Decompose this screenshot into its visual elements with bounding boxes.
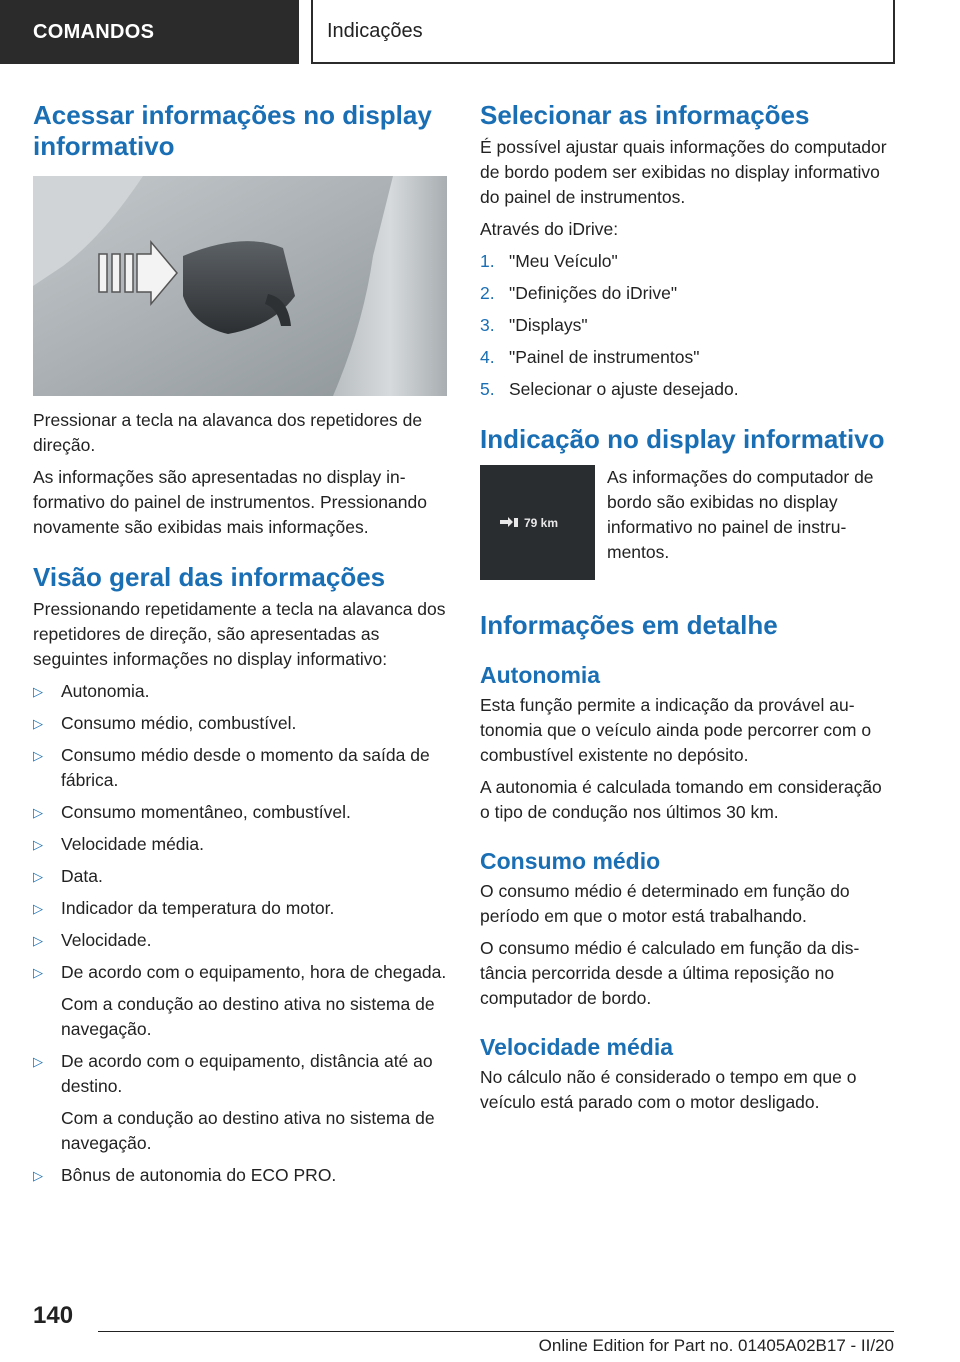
text-indication: As informações do computador de bordo são exibidas no display informativo no painel de instrumentos. xyxy=(607,467,874,562)
list-item xyxy=(33,743,447,793)
text-overview: Pressionando repetidamente a tecla na alavanca dos repetidores de direção, são apresentadas as seguintes informações no display informativo: xyxy=(33,599,446,669)
step-item xyxy=(480,281,894,306)
triangle-bullet-icon: ▷ xyxy=(33,1168,43,1183)
list-item xyxy=(33,928,447,953)
step-item xyxy=(480,377,894,402)
heading-velocidade: Velocidade média xyxy=(480,1034,674,1060)
list-item-text: Indicador da temperatura do motor. xyxy=(61,898,335,918)
list-item xyxy=(33,679,447,704)
range-icon xyxy=(498,513,578,533)
heading-access-info: Acessar informações no display informativo xyxy=(33,100,432,161)
header-topic-label: Indicações xyxy=(327,19,423,42)
list-item xyxy=(33,832,447,857)
step-number: 1. xyxy=(480,251,495,271)
heading-overview: Visão geral das informações xyxy=(33,562,386,592)
text-select-info: É possível ajustar quais informações do computador de bordo podem ser exibidas no display informativo do painel de instrumentos. xyxy=(480,137,887,207)
header-section-label: COMANDOS xyxy=(33,20,155,43)
right-column xyxy=(480,100,894,1122)
step-item xyxy=(480,345,894,370)
heading-select-info: Selecionar as informações xyxy=(480,100,810,130)
triangle-bullet-icon: ▷ xyxy=(33,869,43,884)
step-text: "Painel de instrumentos" xyxy=(509,347,700,367)
text-autonomia-1: Esta função permite a indicação da provável autonomia que o veículo ainda pode percorrer com o combustível existente no depósito. xyxy=(480,695,872,765)
step-number: 2. xyxy=(480,283,495,303)
list-item-subtext: Com a condução ao destino ativa no sistema de navegação. xyxy=(61,1108,435,1153)
text-via-idrive: Através do iDrive: xyxy=(480,219,619,239)
heading-details: Informações em detalhe xyxy=(480,610,778,640)
step-text: "Definições do iDrive" xyxy=(509,283,678,303)
stalk-button-photo xyxy=(33,176,447,396)
triangle-bullet-icon: ▷ xyxy=(33,933,43,948)
triangle-bullet-icon: ▷ xyxy=(33,837,43,852)
heading-indication: Indicação no display informativo xyxy=(480,424,885,454)
text-info-shown: As informações são apresentadas no display informativo do painel de instrumentos. Pressionando novamente são exibidas mais informações. xyxy=(33,467,427,537)
list-item-text: Velocidade. xyxy=(61,930,152,950)
text-consumo-1: O consumo médio é determinado em função do período em que o motor está trabalhando. xyxy=(480,881,850,926)
triangle-bullet-icon: ▷ xyxy=(33,684,43,699)
list-item-subtext: Com a condução ao destino ativa no sistema de navegação. xyxy=(61,994,435,1039)
step-text: "Meu Veículo" xyxy=(509,251,618,271)
list-item-text: Autonomia. xyxy=(61,681,150,701)
stalk-illustration xyxy=(33,176,447,396)
triangle-bullet-icon: ▷ xyxy=(33,805,43,820)
step-item xyxy=(480,313,894,338)
header-topic xyxy=(311,0,895,64)
header-section xyxy=(0,0,299,64)
page-number: 140 xyxy=(33,1302,74,1329)
step-text: "Displays" xyxy=(509,315,588,335)
step-number: 4. xyxy=(480,347,495,367)
footer-divider xyxy=(98,1331,894,1332)
step-item xyxy=(480,249,894,274)
heading-consumo: Consumo médio xyxy=(480,848,661,874)
step-text: Selecionar o ajuste desejado. xyxy=(509,379,739,399)
triangle-bullet-icon: ▷ xyxy=(33,1054,43,1069)
left-column xyxy=(33,100,447,1198)
display-range-value: 79 km xyxy=(523,515,558,530)
list-item-text: Data. xyxy=(61,866,103,886)
list-item-text: Bônus de autonomia do ECO PRO. xyxy=(61,1165,337,1185)
list-item xyxy=(33,711,447,736)
list-item-text: De acordo com o equipamento, hora de chegada. xyxy=(61,962,447,982)
triangle-bullet-icon: ▷ xyxy=(33,716,43,731)
info-display-image xyxy=(480,465,595,580)
text-consumo-2: O consumo médio é calculado em função da distância percorrida desde a última reposição no computador de bordo. xyxy=(480,938,860,1008)
list-item-text: Consumo médio, combustível. xyxy=(61,713,297,733)
list-item xyxy=(33,896,447,921)
step-number: 5. xyxy=(480,379,495,399)
list-item xyxy=(33,864,447,889)
triangle-bullet-icon: ▷ xyxy=(33,901,43,916)
text-velocidade: No cálculo não é considerado o tempo em que o veículo está parado com o motor desligado. xyxy=(480,1067,857,1112)
step-number: 3. xyxy=(480,315,495,335)
list-item xyxy=(33,1049,447,1156)
list-item-text: Velocidade média. xyxy=(61,834,205,854)
heading-autonomia: Autonomia xyxy=(480,662,601,688)
list-item-text: De acordo com o equipamento, distância até ao destino. xyxy=(61,1051,433,1096)
list-item xyxy=(33,960,447,1042)
list-item xyxy=(33,1163,447,1188)
triangle-bullet-icon: ▷ xyxy=(33,748,43,763)
text-press-button: Pressionar a tecla na alavanca dos repetidores de direção. xyxy=(33,410,423,455)
text-autonomia-2: A autonomia é calculada tomando em consideração o tipo de condução nos últimos 30 km. xyxy=(480,777,882,822)
list-item-text: Consumo médio desde o momento da saída de fábrica. xyxy=(61,745,430,790)
list-item xyxy=(33,800,447,825)
edition-label: Online Edition for Part no. 01405A02B17 - II/20 xyxy=(538,1336,894,1355)
info-list xyxy=(33,679,447,1188)
steps-list xyxy=(480,249,894,402)
list-item-text: Consumo momentâneo, combustível. xyxy=(61,802,351,822)
triangle-bullet-icon: ▷ xyxy=(33,965,43,980)
indication-block xyxy=(480,465,894,580)
